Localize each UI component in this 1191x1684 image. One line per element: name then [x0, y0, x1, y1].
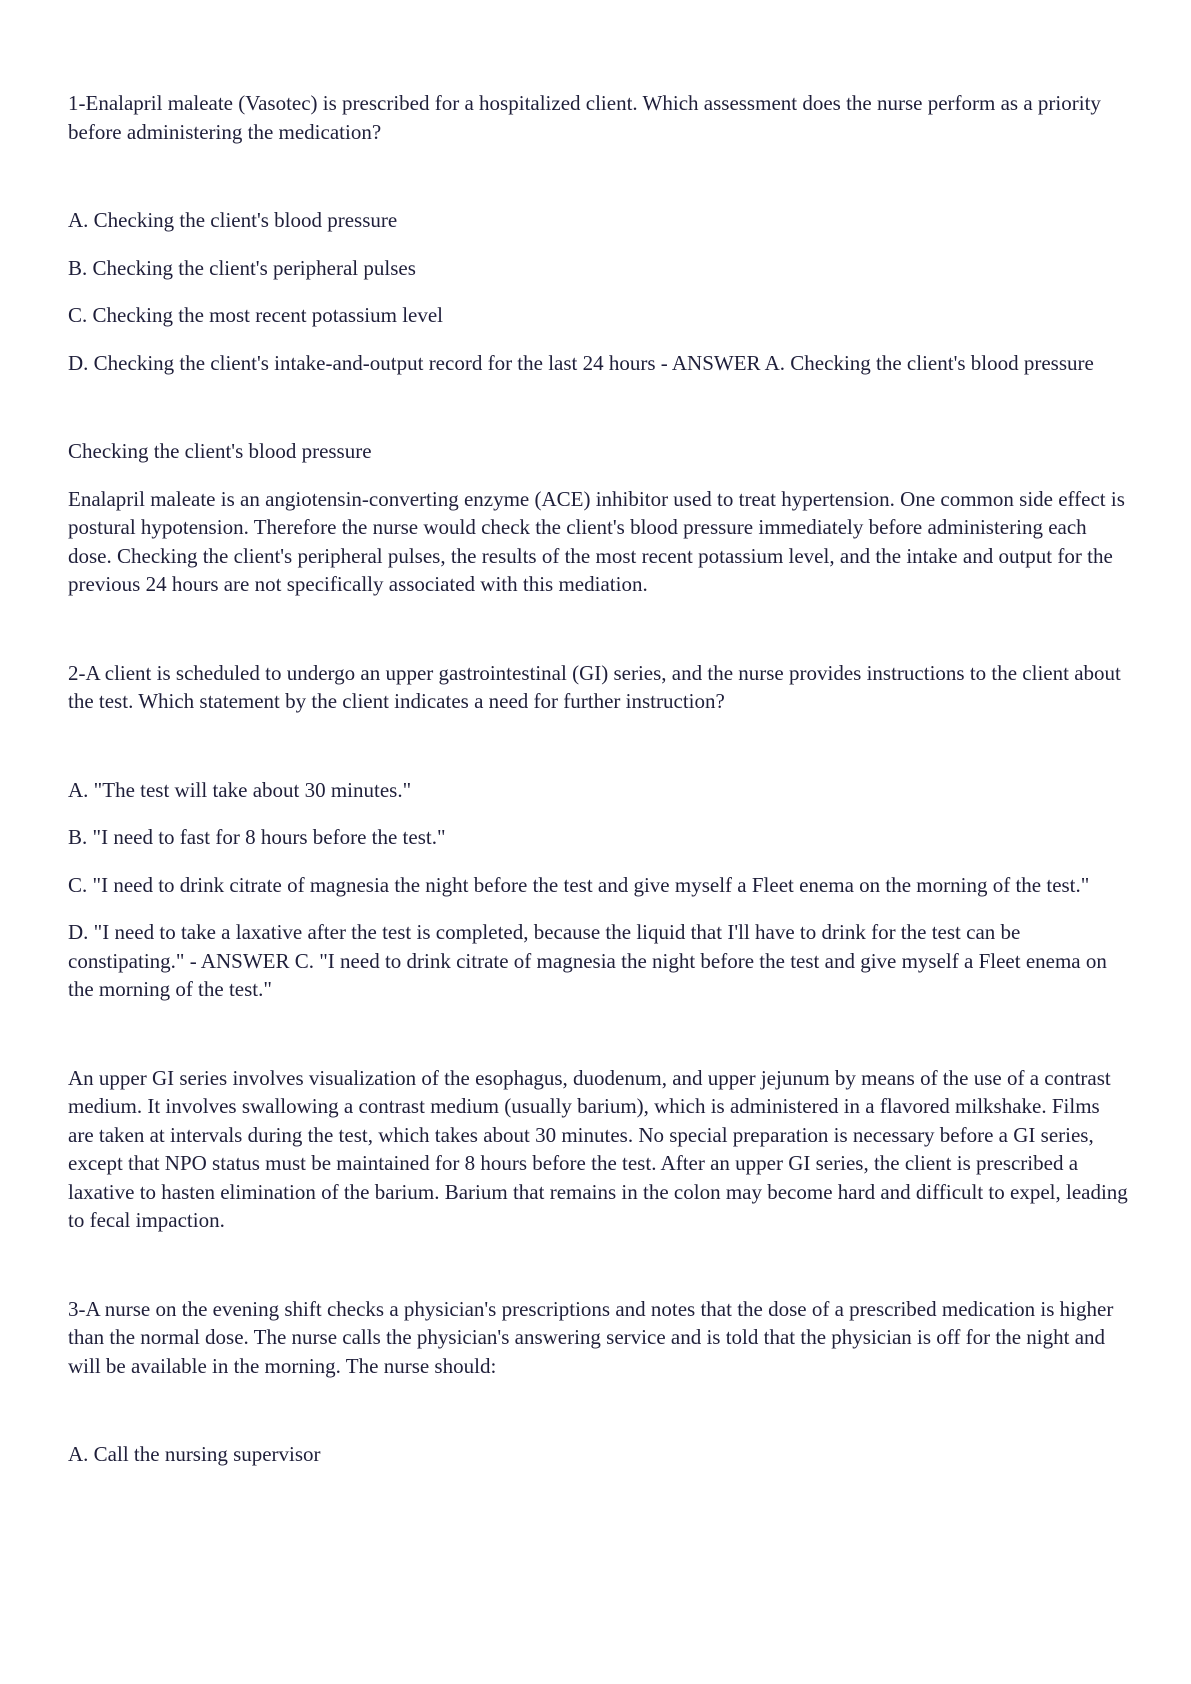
question-3-option-a: A. Call the nursing supervisor [68, 1442, 321, 1466]
question-1-option-d: D. Checking the client's intake-and-output record for the last 24 hours - ANSWER A. Checking the client's blood pressure [68, 350, 1094, 375]
question-2-rationale-text: An upper GI series involves visualization of the esophagus, duodenum, and upper jejunum by means of the use of a contrast medium. It involves swallowing a contrast medium (usually barium), which is administered in a flavored milkshake. Films are taken at intervals during the test, which takes about 30 minutes. No special preparation is necessary before a GI series, except that NPO status must be maintained for 8 hours before the test. After an upper GI series, the client is prescribed a laxative to hasten elimination of the barium. Barium that remains in the colon may become hard and difficult to expel, leading to fecal impaction. [68, 1065, 1128, 1232]
question-3-stem: 3-A nurse on the evening shift checks a physician's prescriptions and notes that the dose of a prescribed medication is higher than the normal dose. The nurse calls the physician's answering service and is told that the physician is off for the night and will be available in the morning. The nurse should: [68, 1296, 1114, 1378]
document-page [68, 89, 1128, 1469]
question-1-stem: 1-Enalapril maleate (Vasotec) is prescribed for a hospitalized client. Which assessment does the nurse perform as a priority before administering the medication? [68, 91, 1101, 144]
question-1-option-c: C. Checking the most recent potassium level [68, 303, 444, 327]
question-2-option-a: A. "The test will take about 30 minutes." [68, 777, 412, 802]
question-2-option-d: D. "I need to take a laxative after the test is completed, because the liquid that I'll have to drink for the test can be constipating." - ANSWER C. "I need to drink citrate of magnesia the night before the test and give myself a Fleet enema on the morning of the test." [68, 920, 1107, 1001]
question-1-option-b: B. Checking the client's peripheral pulses [68, 255, 416, 280]
question-2-stem: 2-A client is scheduled to undergo an upper gastrointestinal (GI) series, and the nurse provides instructions to the client about the test. Which statement by the client indicates a need for further instruction? [68, 660, 1121, 713]
question-1-rationale-title: Checking the client's blood pressure [68, 439, 372, 463]
question-2-option-c: C. "I need to drink citrate of magnesia the night before the test and give myself a Fleet enema on the morning of the test." [68, 872, 1090, 897]
question-2-option-b: B. "I need to fast for 8 hours before the test." [68, 825, 446, 849]
question-1-option-a: A. Checking the client's blood pressure [68, 208, 398, 232]
question-1-rationale-text: Enalapril maleate is an angiotensin-converting enzyme (ACE) inhibitor used to treat hypertension. One common side effect is postural hypotension. Therefore the nurse would check the client's blood pressure immediately before administering each dose. Checking the client's peripheral pulses, the results of the most recent potassium level, and the intake and output for the previous 24 hours are not specifically associated with this mediation. [68, 486, 1125, 596]
